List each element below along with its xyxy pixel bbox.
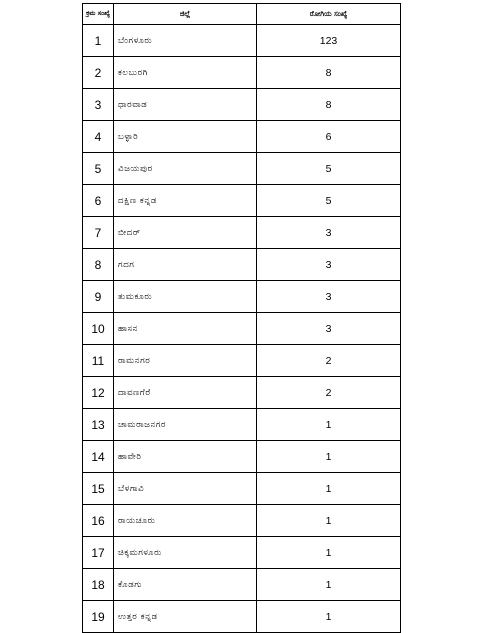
district-name-cell: ಧಾರವಾಡ [114,89,257,121]
patient-count-cell: 2 [257,377,401,409]
header-patient-count: ರೋಗಿಯ ಸಂಖ್ಯೆ [257,4,401,25]
table-row [83,153,401,185]
table-row [83,537,401,569]
table-row [83,505,401,537]
patient-count-cell: 8 [257,57,401,89]
patient-count-cell: 8 [257,89,401,121]
patient-count-cell: 1 [257,473,401,505]
patient-count-cell: 123 [257,25,401,57]
serial-number-cell: 3 [83,89,114,121]
district-name-cell: ಚಾಮರಾಜನಗರ [114,409,257,441]
district-name-cell: ಉತ್ತರ ಕನ್ನಡ [114,601,257,633]
table-row [83,89,401,121]
patient-count-cell: 1 [257,409,401,441]
serial-number-cell: 7 [83,217,114,249]
serial-number-cell: 4 [83,121,114,153]
table-row [83,345,401,377]
table-row [83,569,401,601]
table-row [83,121,401,153]
serial-number-cell: 18 [83,569,114,601]
serial-number-cell: 10 [83,313,114,345]
patient-count-cell: 1 [257,505,401,537]
district-name-cell: ದಕ್ಷಿಣ ಕನ್ನಡ [114,185,257,217]
district-name-cell: ಬಳ್ಳಾರಿ [114,121,257,153]
district-name-cell: ಕೊಡಗು [114,569,257,601]
table-row [83,377,401,409]
patient-count-cell: 1 [257,569,401,601]
table-row [83,185,401,217]
serial-number-cell: 15 [83,473,114,505]
table-row [83,57,401,89]
header-serial-number: ಕ್ರಮ ಸಂಖ್ಯೆ [83,4,114,25]
table-row [83,601,401,633]
district-name-cell: ಬೆಳಗಾವಿ [114,473,257,505]
table-row [83,281,401,313]
serial-number-cell: 17 [83,537,114,569]
serial-number-cell: 16 [83,505,114,537]
serial-number-cell: 8 [83,249,114,281]
district-name-cell: ಚಿಕ್ಕಮಗಳೂರು [114,537,257,569]
district-name-cell: ಬೀದರ್ [114,217,257,249]
district-name-cell: ಗದಗ [114,249,257,281]
patient-count-cell: 2 [257,345,401,377]
patient-count-cell: 3 [257,281,401,313]
district-name-cell: ದಾವಣಗೆರೆ [114,377,257,409]
serial-number-cell: 2 [83,57,114,89]
patient-count-cell: 5 [257,153,401,185]
district-name-cell: ವಿಜಯಪುರ [114,153,257,185]
serial-number-cell: 9 [83,281,114,313]
serial-number-cell: 13 [83,409,114,441]
district-name-cell: ತುಮಕೂರು [114,281,257,313]
serial-number-cell: 5 [83,153,114,185]
serial-number-cell: 6 [83,185,114,217]
table-row [83,441,401,473]
table-row [83,473,401,505]
patient-count-cell: 1 [257,537,401,569]
district-name-cell: ರಾಯಚೂರು [114,505,257,537]
district-name-cell: ರಾಮನಗರ [114,345,257,377]
table-row [83,249,401,281]
district-name-cell: ಹಾವೇರಿ [114,441,257,473]
table-header-row [83,4,401,25]
patient-count-cell: 1 [257,601,401,633]
district-name-cell: ಕಲಬುರಗಿ [114,57,257,89]
patient-count-cell: 6 [257,121,401,153]
table-body [83,25,401,633]
district-name-cell: ಹಾಸನ [114,313,257,345]
table-header [83,4,401,25]
district-patient-table [82,3,401,633]
serial-number-cell: 19 [83,601,114,633]
serial-number-cell: 14 [83,441,114,473]
patient-count-cell: 3 [257,313,401,345]
serial-number-cell: 11 [83,345,114,377]
table-row [83,217,401,249]
serial-number-cell: 1 [83,25,114,57]
serial-number-cell: 12 [83,377,114,409]
header-district: ಜಿಲ್ಲೆ [114,4,257,25]
patient-count-cell: 3 [257,217,401,249]
table-row [83,313,401,345]
patient-count-cell: 3 [257,249,401,281]
patient-count-cell: 1 [257,441,401,473]
table-row [83,409,401,441]
patient-count-cell: 5 [257,185,401,217]
table-row [83,25,401,57]
district-name-cell: ಬೆಂಗಳೂರು [114,25,257,57]
